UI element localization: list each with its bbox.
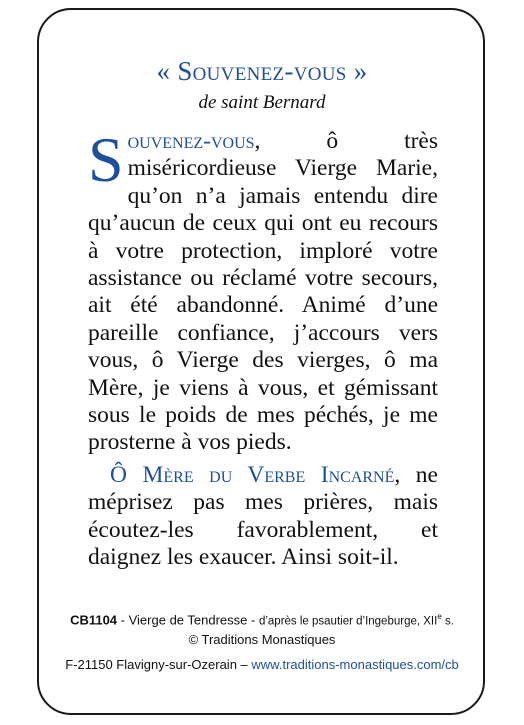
prayer-author: de saint Bernard (198, 92, 326, 113)
footer-address-line (0, 657, 524, 672)
footer-website-link[interactable]: www.traditions-monastiques.com/cb (251, 657, 459, 672)
footer-code: CB1104 (70, 612, 118, 628)
title-close-quote: » (346, 56, 368, 86)
paragraph-2-lead: Ô Mère du Verbe Incarné (110, 461, 395, 488)
footer-source: d’après le psautier d’Ingeburge, XII (258, 615, 438, 628)
footer-image-title: Vierge de Tendresse (128, 612, 248, 628)
paragraph-2-text: , ne méprisez pas mes prières, mais écoutez-les favorablement, et daignez les exaucer. Ainsi soit-il. (88, 461, 438, 571)
footer-separator: - (117, 612, 129, 628)
title-open-quote: « (156, 56, 178, 86)
prayer-paragraph-1 (88, 124, 438, 457)
footer-address: F-21150 Flavigny-sur-Ozerain (65, 657, 237, 672)
footer-source-end: s. (441, 615, 454, 628)
footer-separator-2: - (247, 612, 259, 628)
prayer-body (88, 124, 438, 572)
prayer-paragraph-2 (88, 462, 438, 572)
footer-separator-3: – (236, 657, 252, 672)
paragraph-1-lead: ouvenez-vous (127, 128, 255, 154)
paragraph-1-text: , ô très miséricordieuse Vierge Marie, qu’on n’a jamais entendu dire qu’aucun de ceux qui ont eu recours à votre protection, imploré votre assistance ou réclamé votre secours, ait été abandonné. Animé d’une pareille confiance, j’accours vers vous, ô Vierge des vierges, ô ma Mère, je viens à vous, et gémissant sous le poids de mes péchés, je me prosterne à vos pieds. (88, 128, 438, 456)
footer-copyright: © Traditions Monastiques (188, 632, 336, 647)
drop-cap: S (88, 124, 124, 195)
footer-credit-line (0, 612, 524, 627)
title-text: Souvenez-vous (177, 56, 347, 86)
prayer-title (0, 56, 524, 87)
footer-century-sup: e (437, 612, 442, 621)
